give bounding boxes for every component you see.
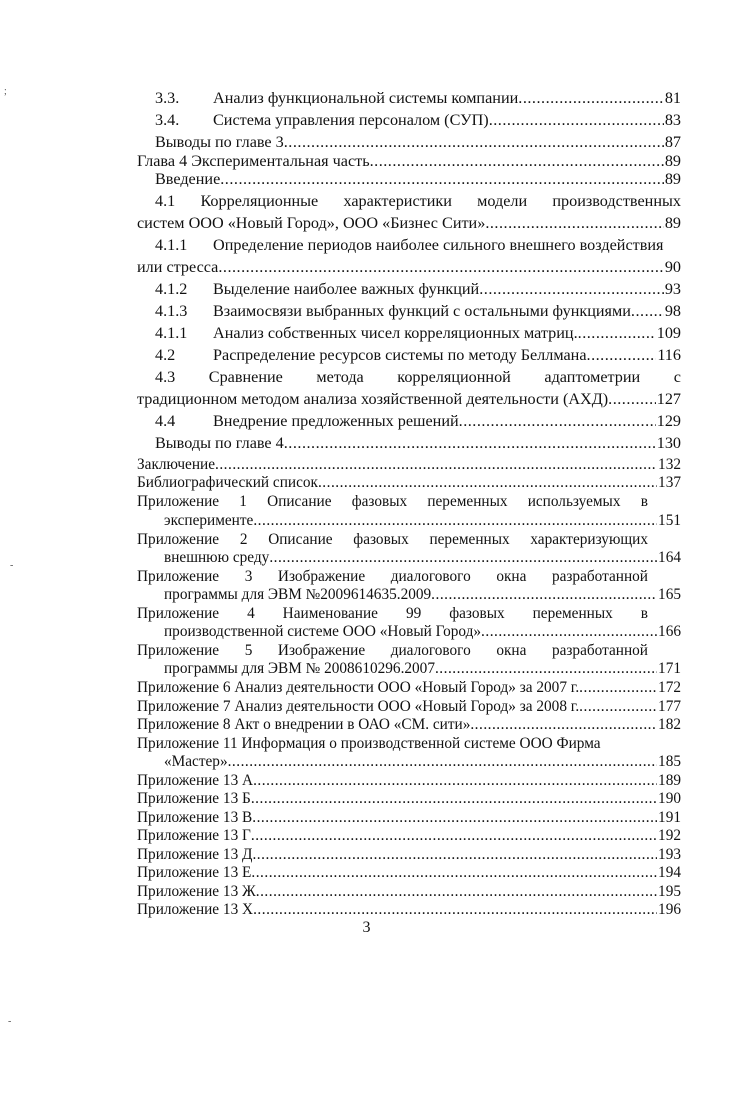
entry-title: Анализ собственных чисел корреляционных матриц. — [213, 324, 578, 342]
toc-entry-4-1-2 — [155, 278, 681, 300]
section-number: 3.4. — [155, 111, 180, 129]
entry-word: 1 — [239, 493, 247, 510]
entry-word: Корреляционные — [200, 192, 319, 210]
toc-entry-appendix-1-cont — [164, 511, 681, 531]
entry-word: Приложение — [137, 531, 220, 548]
section-number: 4.4 — [155, 412, 176, 430]
toc-entry-appendix-4-cont — [164, 622, 681, 642]
leader-dots — [252, 845, 657, 865]
toc-entry-appendix-13a — [137, 771, 681, 791]
toc-entry-appendix-13e — [137, 863, 681, 883]
toc-entry-appendix-1 — [137, 492, 648, 512]
entry-word: 2 — [239, 531, 248, 548]
entry-title: Введение — [155, 170, 221, 188]
margin-speck: ; — [4, 86, 7, 97]
page-ref: 127 — [656, 390, 681, 408]
toc-entry-4-1-1-eigen — [155, 322, 681, 344]
page-ref: 177 — [658, 698, 681, 715]
page-ref: 87 — [664, 133, 681, 151]
leader-dots — [470, 715, 657, 735]
toc-entry-4-3 — [155, 366, 681, 388]
toc-entry-appendix-7 — [137, 697, 681, 717]
section-number: 4.1.2 — [155, 280, 188, 298]
entry-word: производственных — [552, 192, 681, 210]
margin-speck: - — [10, 560, 14, 571]
toc-entry-4-1 — [155, 190, 681, 212]
entry-word: корреляционной — [397, 368, 511, 386]
page-ref: 132 — [658, 456, 681, 473]
page-ref: 166 — [658, 623, 681, 640]
page-ref: 185 — [658, 753, 681, 770]
entry-title: Система управления персоналом (СУП) — [213, 111, 489, 129]
entry-word: окна — [496, 642, 527, 659]
entry-title: Библиографический список — [137, 474, 318, 491]
leader-dots — [435, 659, 657, 679]
entry-word: Приложение — [137, 568, 220, 585]
leader-dots — [228, 752, 657, 772]
toc-entry-appendix-13d — [137, 845, 681, 865]
entry-title: программы для ЭВМ № 2008610296.2007 — [164, 660, 435, 677]
page-ref: 109 — [656, 324, 681, 342]
entry-title: Распределение ресурсов системы по методу Беллмана — [213, 346, 587, 364]
page-ref: 182 — [658, 716, 681, 733]
leader-dots — [579, 697, 657, 717]
entry-word: с — [673, 368, 681, 386]
entry-title: производственной системе ООО «Новый Город» — [164, 623, 482, 640]
leader-dots — [251, 826, 657, 846]
toc-entry-3-3 — [155, 87, 681, 109]
toc-entry-3-4 — [155, 109, 681, 131]
toc-entry-introduction — [155, 168, 681, 190]
entry-word: диалогового — [390, 642, 471, 659]
entry-word: переменных — [532, 605, 613, 622]
entry-title: или стресса — [137, 258, 219, 276]
entry-title: Внедрение предложенных решений — [213, 412, 459, 430]
toc-entry-4-1-cont — [137, 212, 681, 234]
entry-title: Выводы по главе 4 — [155, 434, 284, 452]
toc-entry-4-1-1-cont — [137, 256, 681, 278]
leader-dots — [608, 388, 656, 410]
section-number: 4.1.1 — [155, 236, 188, 254]
toc-entry-appendix-3 — [137, 567, 648, 587]
toc-entry-4-3-cont — [137, 388, 681, 410]
page-ref: 195 — [658, 883, 681, 900]
page-ref: 116 — [657, 346, 681, 364]
section-number: 4.1.1 — [155, 324, 188, 342]
toc-entry-appendix-3-cont — [164, 585, 681, 605]
entry-title: Приложение 13 Х — [137, 901, 254, 918]
entry-word: окна — [496, 568, 527, 585]
entry-title: Выводы по главе 3 — [155, 133, 284, 151]
toc-entry-bibliography — [137, 473, 681, 493]
page-ref: 89 — [664, 152, 681, 170]
entry-word: 99 — [405, 605, 422, 622]
entry-title: Приложение 13 Б — [137, 790, 251, 807]
leader-dots — [479, 278, 664, 300]
page-ref: 194 — [658, 864, 681, 881]
toc-entry-appendix-5-cont — [164, 659, 681, 679]
entry-word: Изображение — [277, 642, 366, 659]
entry-word: Приложение — [137, 493, 220, 510]
section-number: 3.3. — [155, 89, 180, 107]
entry-word: Приложение — [137, 642, 220, 659]
leader-dots — [431, 585, 657, 605]
leader-dots — [252, 808, 657, 828]
entry-title: Заключение — [137, 456, 216, 473]
toc-entry-appendix-11-cont — [164, 752, 681, 772]
entry-word: разработанной — [551, 642, 648, 659]
toc-entry-appendix-2-cont — [164, 548, 681, 568]
toc-entry-4-1-3 — [155, 300, 681, 322]
page-ref: 165 — [658, 586, 681, 603]
page-ref: 98 — [664, 302, 681, 320]
leader-dots — [251, 789, 657, 809]
toc-entry-appendix-2 — [137, 530, 648, 550]
toc-entry-appendix-4 — [137, 604, 648, 624]
page-ref: 81 — [664, 89, 681, 107]
leader-dots — [284, 432, 656, 454]
section-number: 4.1.3 — [155, 302, 188, 320]
page-ref: 193 — [658, 846, 681, 863]
entry-word: фазовых — [353, 531, 409, 548]
page-ref: 89 — [664, 170, 681, 188]
leader-dots — [256, 882, 657, 902]
entry-word: Описание — [268, 531, 333, 548]
page-number: 3 — [362, 919, 371, 936]
entry-title: Приложение 6 Анализ деятельности ООО «Новый Город» за 2007 г. — [137, 679, 580, 696]
leader-dots — [215, 455, 657, 475]
entry-title: внешнюю среду — [164, 549, 270, 566]
leader-dots — [481, 622, 657, 642]
page-ref: 164 — [658, 549, 681, 566]
entry-word: Изображение — [277, 568, 366, 585]
section-number: 4.2 — [155, 346, 176, 364]
page-ref: 172 — [658, 679, 681, 696]
leader-dots — [269, 548, 657, 568]
entry-word: фазовых — [449, 605, 505, 622]
entry-title: систем ООО «Новый Город», ООО «Бизнес Сити» — [137, 214, 486, 232]
entry-title: Определение периодов наиболее сильного внешнего воздействия — [213, 236, 664, 254]
page-ref: 171 — [658, 660, 681, 677]
leader-dots — [587, 344, 657, 366]
toc-entry-4-4 — [155, 410, 681, 432]
entry-word: Описание — [267, 493, 332, 510]
entry-word: диалогового — [390, 568, 471, 585]
entry-word: 5 — [244, 642, 253, 659]
toc-entry-conclusion — [137, 455, 681, 475]
toc-entry-4-1-1 — [155, 234, 681, 256]
entry-title: Выделение наиболее важных функций — [213, 280, 480, 298]
entry-word: в — [640, 605, 648, 622]
entry-title: Приложение 13 Г — [137, 827, 251, 844]
leader-dots — [518, 87, 664, 109]
toc-entry-4-2 — [155, 344, 681, 366]
section-number: 4.1 — [155, 192, 176, 210]
entry-word: адаптометрии — [544, 368, 641, 386]
page-ref: 196 — [658, 901, 681, 918]
toc-entry-appendix-13b — [137, 789, 681, 809]
entry-word: переменных — [427, 493, 508, 510]
page-ref: 90 — [664, 258, 681, 276]
entry-title: традиционном методом анализа хозяйственной деятельности (АХД) — [137, 390, 609, 408]
leader-dots — [578, 322, 656, 344]
page-ref: 151 — [658, 512, 681, 529]
entry-word: фазовых — [351, 493, 408, 510]
leader-dots — [485, 212, 663, 234]
page-ref: 130 — [656, 434, 681, 452]
entry-word: 4 — [247, 605, 255, 622]
section-number: 4.3 — [155, 368, 176, 386]
entry-word: характеристики — [343, 192, 452, 210]
entry-word: модели — [477, 192, 528, 210]
toc-entry-appendix-13zh — [137, 882, 681, 902]
entry-title: Взаимосвязи выбранных функций с остальными функциями — [213, 302, 631, 320]
toc-entry-chapter4-conclusions — [155, 432, 681, 454]
leader-dots — [253, 771, 657, 791]
entry-title: Приложение 7 Анализ деятельности ООО «Новый Город» за 2008 г. — [137, 698, 580, 715]
entry-title: Приложение 8 Акт о внедрении в ОАО «СМ. сити» — [137, 716, 471, 733]
page-ref: 83 — [664, 111, 681, 129]
leader-dots — [253, 900, 657, 920]
margin-speck: - — [8, 1016, 12, 1027]
entry-title: Приложение 13 Д — [137, 846, 253, 863]
toc-entry-appendix-13kh — [137, 900, 681, 920]
leader-dots — [459, 410, 656, 432]
page-ref: 192 — [658, 827, 681, 844]
entry-word: 3 — [244, 568, 253, 585]
entry-word: в — [640, 493, 648, 510]
entry-word: переменных — [429, 531, 510, 548]
page-ref: 129 — [656, 412, 681, 430]
entry-title: Приложение 13 Е — [137, 864, 252, 881]
toc-entry-appendix-6 — [137, 678, 681, 698]
entry-title: эксперименте — [164, 512, 254, 529]
toc-entry-appendix-11 — [137, 734, 681, 754]
entry-title: Приложение 13 В — [137, 809, 253, 826]
leader-dots — [318, 473, 657, 493]
toc-entry-appendix-5 — [137, 641, 648, 661]
entry-word: разработанной — [551, 568, 648, 585]
entry-title: Анализ функциональной системы компании — [213, 89, 519, 107]
entry-word: Сравнение — [208, 368, 283, 386]
page-ref: 89 — [664, 214, 681, 232]
page-ref: 189 — [658, 772, 681, 789]
entry-word: Наименование — [282, 605, 378, 622]
entry-word: характеризующих — [530, 531, 648, 548]
page-ref: 190 — [658, 790, 681, 807]
entry-title: Приложение 13 А — [137, 772, 254, 789]
toc-entry-appendix-13v — [137, 808, 681, 828]
toc-entry-appendix-8 — [137, 715, 681, 735]
leader-dots — [253, 511, 657, 531]
page-ref: 93 — [664, 280, 681, 298]
entry-title: «Мастер» — [164, 753, 228, 770]
leader-dots — [218, 256, 663, 278]
entry-word: Приложение — [137, 605, 220, 622]
leader-dots — [489, 109, 664, 131]
leader-dots — [631, 300, 664, 322]
entry-word: метода — [316, 368, 364, 386]
leader-dots — [251, 863, 657, 883]
leader-dots — [220, 168, 664, 190]
leader-dots — [579, 678, 657, 698]
page-ref: 137 — [658, 474, 681, 491]
entry-title: Приложение 11 Информация о производственной системе ООО Фирма — [137, 735, 601, 752]
page-ref: 191 — [658, 809, 681, 826]
entry-title: программы для ЭВМ №2009614635.2009 — [164, 586, 432, 603]
toc-entry-appendix-13g — [137, 826, 681, 846]
entry-title: Приложение 13 Ж — [137, 883, 256, 900]
entry-title: Глава 4 Экспериментальная часть — [137, 152, 370, 170]
entry-word: используемых — [527, 493, 621, 510]
